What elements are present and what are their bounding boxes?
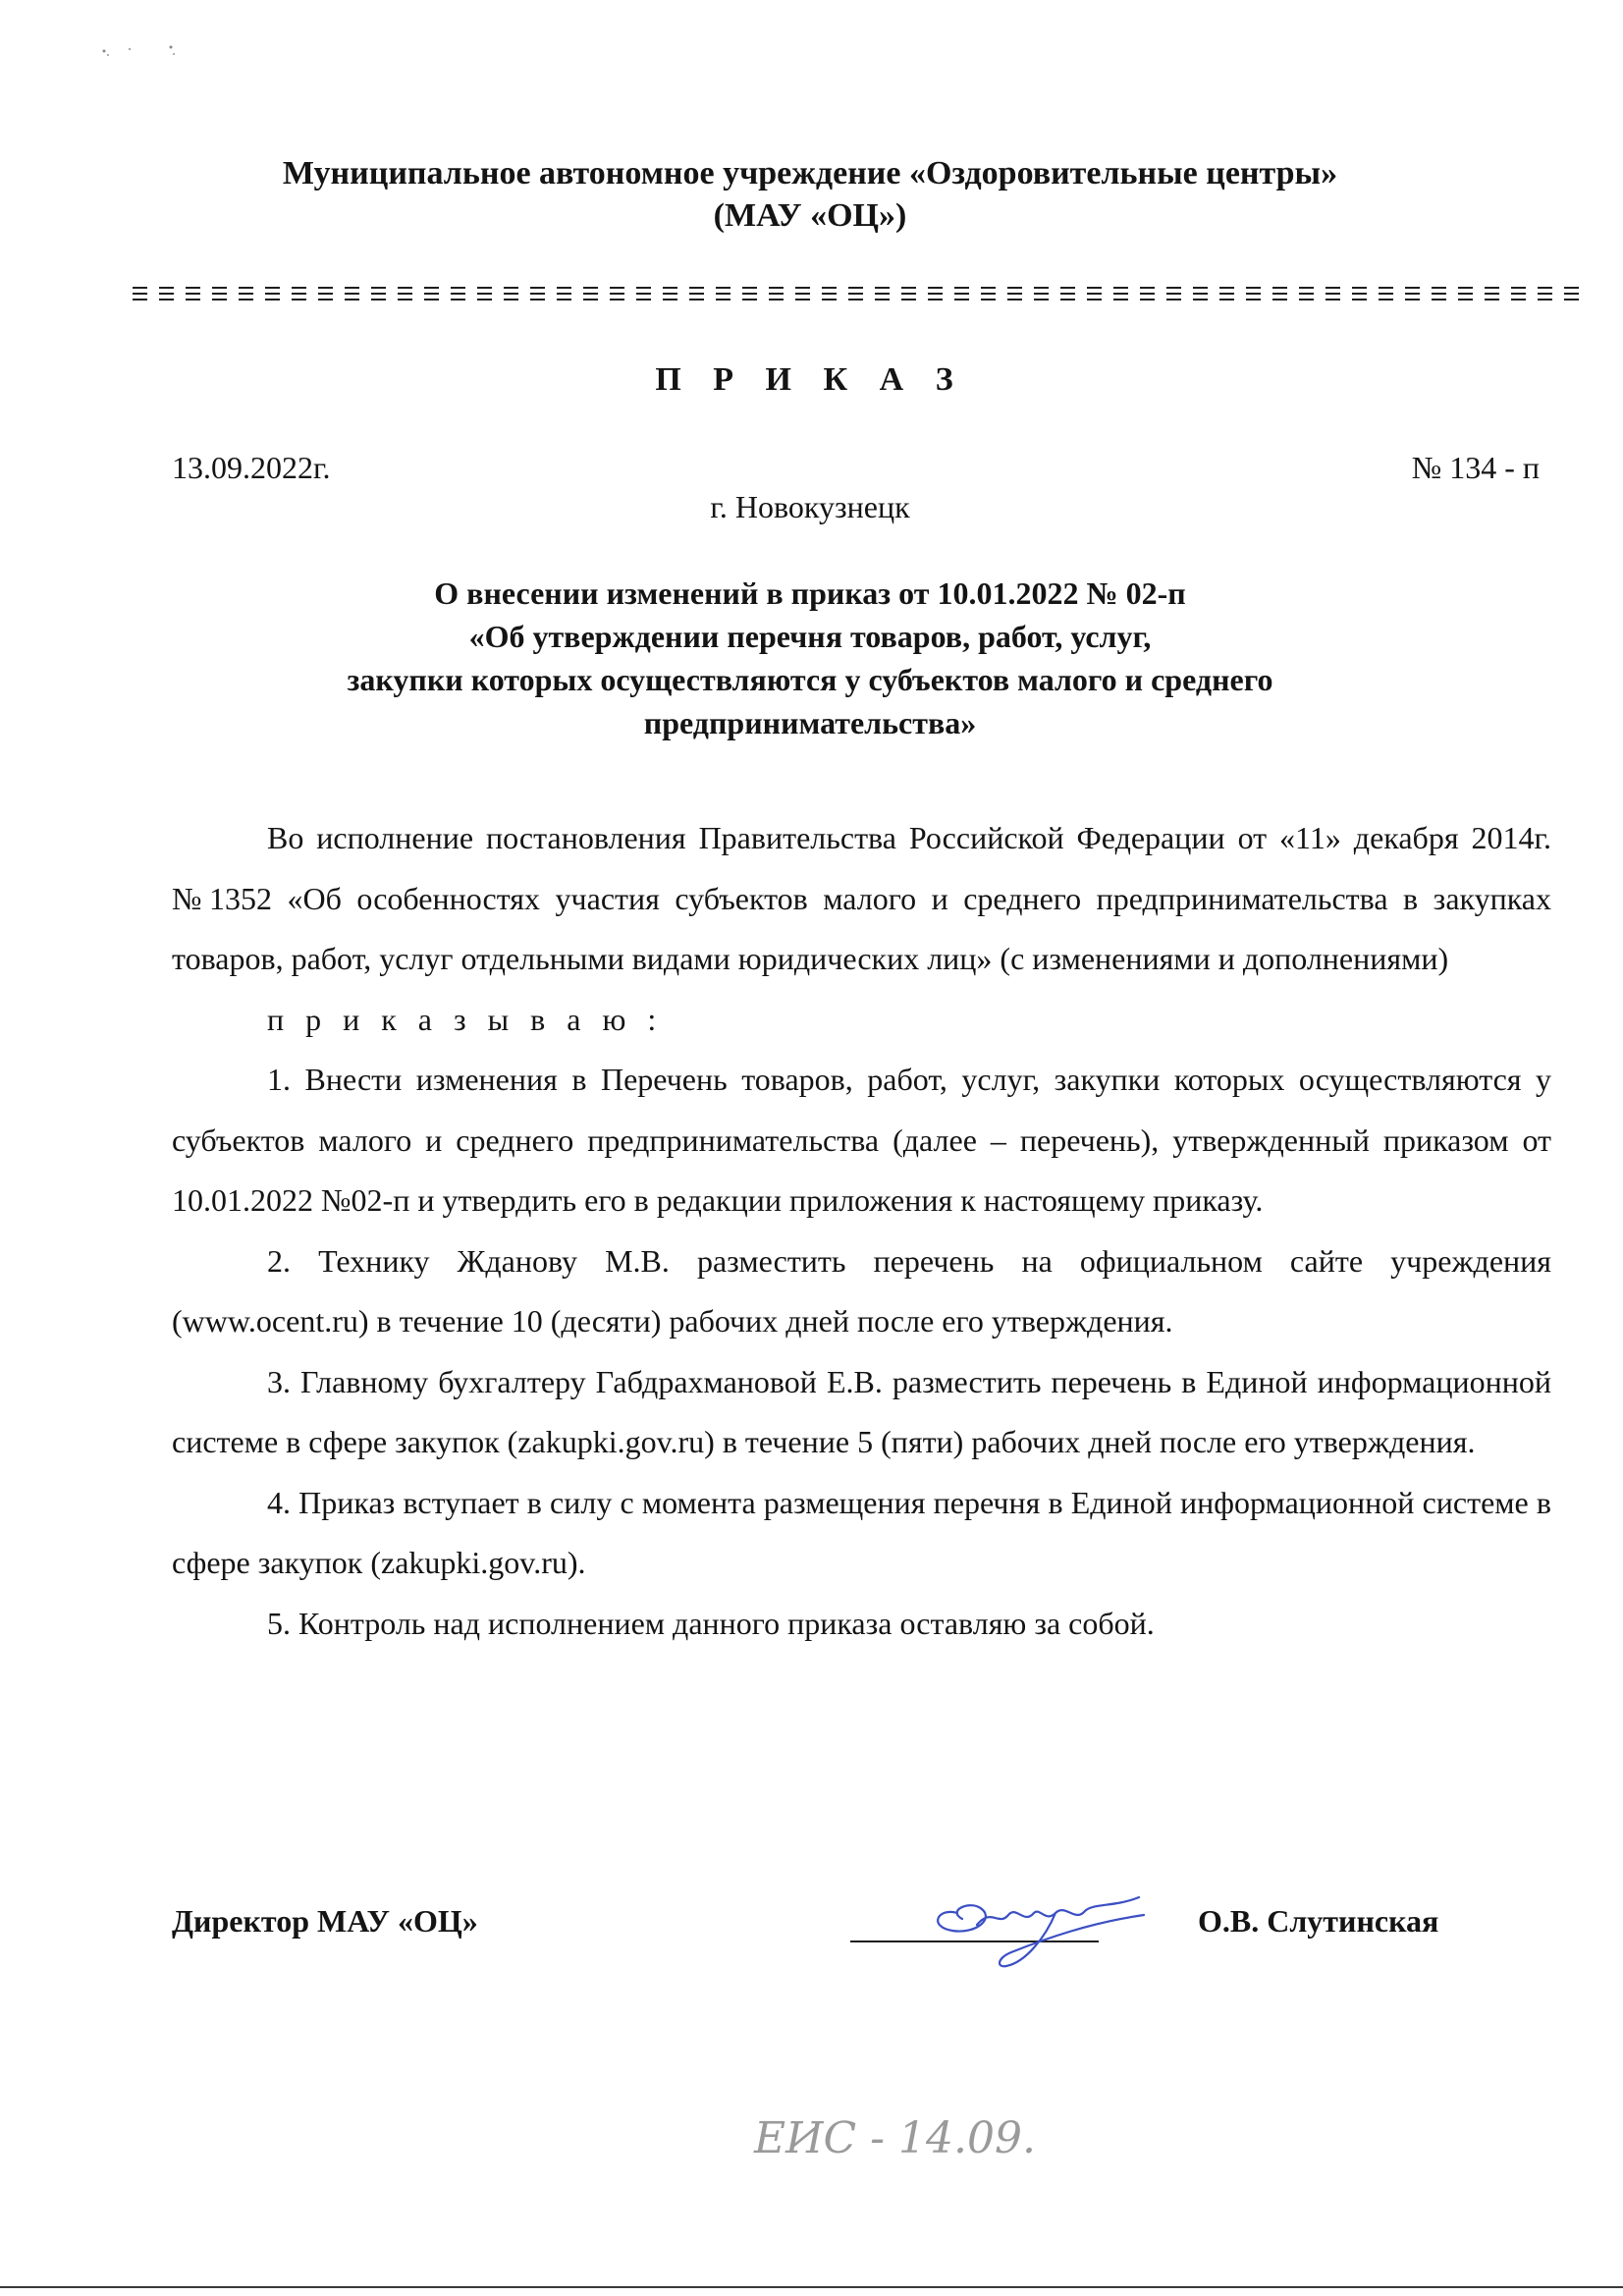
order-item-3: 3. Главному бухгалтеру Габдрахмановой Е.В. разместить перечень в Единой информационной системе в сфере закупок (zakupki.gov.ru) в течение 5 (пяти) рабочих дней после его утверждения. <box>172 1363 1551 1459</box>
order-body <box>172 808 1551 1654</box>
handwritten-note-text: ЕИС - 14.09. <box>754 2113 1036 2163</box>
order-item-1: 1. Внести изменения в Перечень товаров, работ, услуг, закупки которых осуществляются у субъектов малого и среднего предпринимательства (далее – перечень), утвержденный приказом от 10.01.2022 №02-п и утвердить его в редакции приложения к настоящему приказу. <box>172 1062 1551 1218</box>
order-subject-line4: предпринимательства» <box>643 705 977 740</box>
order-directive-word: п р и к а з ы в а ю : <box>267 1001 664 1037</box>
order-subject-line1: О внесении изменений в приказ от 10.01.2022 № 02-п <box>434 575 1186 611</box>
scan-bottom-edge <box>0 2286 1623 2288</box>
organization-name-line2: (МАУ «ОЦ») <box>713 197 907 234</box>
scan-specks <box>98 29 196 69</box>
order-subject-line3: закупки которых осуществляются у субъектов малого и среднего <box>347 662 1273 697</box>
order-item-5: 5. Контроль над исполнением данного приказа оставляю за собой. <box>267 1605 1155 1641</box>
order-item-2: 2. Технику Жданову М.В. разместить перечень на официальном сайте учреждения (www.ocent.ru) в течение 10 (десяти) рабочих дней после его утверждения. <box>172 1242 1551 1339</box>
organization-name-line1: Муниципальное автономное учреждение «Оздоровительные центры» <box>282 155 1338 191</box>
preamble-paragraph: Во исполнение постановления Правительства Российской Федерации от «11» декабря 2014г. №1352 «Об особенностях участия субъектов малого и среднего предпринимательства в закупках товаров, работ, услуг отдельными видами юридических лиц» (с изменениями и дополнениями) <box>172 820 1551 976</box>
order-city: г. Новокузнецк <box>710 489 910 524</box>
handwritten-note <box>744 2102 1068 2170</box>
order-subject-line2: «Об утверждении перечня товаров, работ, услуг, <box>468 619 1152 654</box>
order-item-4: 4. Приказ вступает в силу с момента размещения перечня в Единой информационной системе в сфере закупок (zakupki.gov.ru). <box>172 1484 1551 1580</box>
order-subject <box>196 572 1424 744</box>
document-type-title: П Р И К А З <box>655 361 965 398</box>
signatory-name: О.В. Слутинская <box>1198 1903 1439 1939</box>
header-divider <box>133 287 1586 301</box>
handwritten-signature <box>918 1868 1149 1976</box>
order-date: 13.09.2022г. <box>172 450 331 485</box>
order-number: № 134 - п <box>1411 450 1540 485</box>
organization-name <box>167 152 1453 237</box>
signatory-position: Директор МАУ «ОЦ» <box>172 1903 478 1939</box>
